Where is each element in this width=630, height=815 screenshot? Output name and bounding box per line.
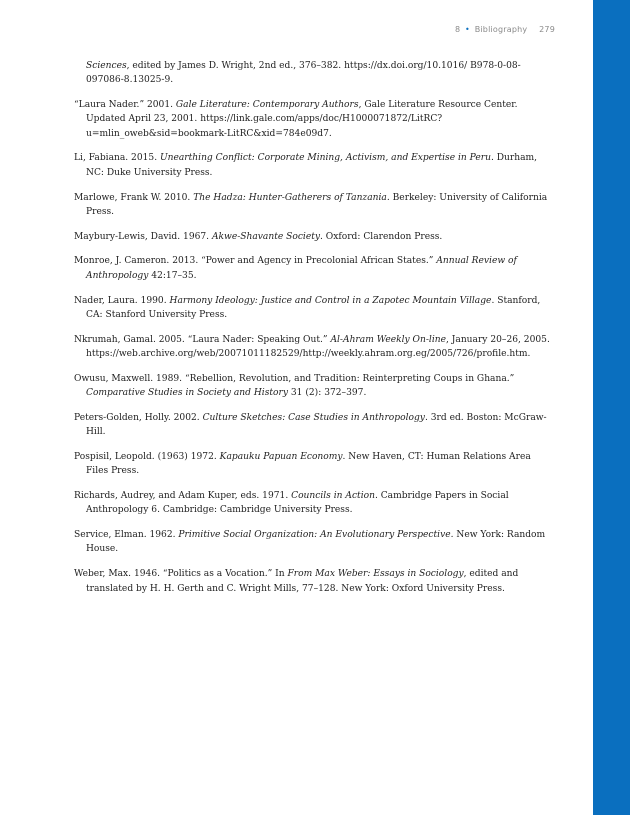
entry-title: Primitive Social Organization: An Evolutionary Perspective (178, 530, 451, 541)
bibliography-entry (74, 294, 554, 323)
entry-title: Councils in Action (291, 491, 375, 502)
entry-text: , January 20–26, 2005. https://web.archive.org/web/20071011182529/http://weekly.ahram.org.eg/2005/726/profile.htm. (86, 334, 550, 359)
entry-text: . 3rd ed. Boston: McGraw-Hill. (86, 412, 547, 438)
entry-text: 31 (2): 372–397. (288, 388, 367, 399)
entry-text: . Berkeley: University of California Press. (86, 192, 548, 217)
section-title: Bibliography (474, 25, 528, 34)
entry-text: Service, Elman. 1962. (74, 530, 179, 541)
bibliography-entry (74, 528, 554, 557)
bibliography-entry (74, 98, 554, 141)
entry-text: Li, Fabiana. 2015. (74, 153, 160, 164)
entry-title: Unearthing Conflict: Corporate Mining, Activism, and Expertise in Peru (159, 153, 491, 164)
side-color-band (593, 0, 630, 815)
entry-title: Al-Ahram Weekly On-line (330, 334, 446, 345)
bibliography-entry (74, 372, 554, 401)
entry-text: . Durham, NC: Duke University Press. (86, 153, 538, 178)
entry-text: 42:17–35. (148, 270, 197, 281)
entry-text: , edited by James D. Wright, 2nd ed., 376–382. https://dx.doi.org/10.1016/ B978-0-08-097086-8.13025-9. (86, 61, 521, 86)
entry-text: . Cambridge Papers in Social Anthropology 6. Cambridge: Cambridge University Press. (86, 491, 509, 516)
entry-title: From Max Weber: Essays in Sociology (287, 569, 464, 580)
entry-text: “Laura Nader.” 2001. (74, 100, 176, 111)
entry-title: Gale Literature: Contemporary Authors (175, 100, 359, 111)
bibliography-entry (74, 254, 554, 283)
entry-text: Richards, Audrey, and Adam Kuper, eds. 1971. (74, 491, 292, 502)
running-header (455, 25, 555, 34)
bibliography-list (74, 59, 554, 606)
entry-text: Marlowe, Frank W. 2010. (74, 192, 194, 203)
entry-title: Harmony Ideology: Justice and Control in a Zapotec Mountain Village (169, 295, 492, 306)
entry-text: Nader, Laura. 1990. (74, 295, 170, 306)
entry-title: Culture Sketches: Case Studies in Anthropology (202, 412, 425, 423)
entry-text: Peters-Golden, Holly. 2002. (74, 412, 203, 423)
entry-text: . New York: Random House. (86, 530, 546, 555)
entry-title: Comparative Studies in Society and History (86, 388, 288, 399)
bibliography-entry (74, 489, 554, 518)
bibliography-entry (74, 59, 554, 88)
entry-title: Akwe-Shavante Society (211, 231, 320, 242)
entry-text: , Gale Literature Resource Center. Updated April 23, 2001. https://link.gale.com/apps/doc/H1000071872/LitRC?u=mlin_oweb&sid=bookmark-LitRC&xid=784e09d7. (86, 100, 518, 139)
entry-text: Owusu, Maxwell. 1989. “Rebellion, Revolution, and Tradition: Reinterpreting Coups in Ghana.” (74, 373, 515, 384)
separator-bullet: • (465, 25, 470, 34)
bibliography-entry (74, 191, 554, 220)
entry-title: Kapauku Papuan Economy (219, 451, 343, 462)
entry-text: . Stanford, CA: Stanford University Press. (86, 295, 541, 320)
entry-title: The Hadza: Hunter-Gatherers of Tanzania (193, 192, 387, 203)
entry-text: . Oxford: Clarendon Press. (320, 231, 443, 242)
entry-text: Monroe, J. Cameron. 2013. “Power and Agency in Precolonial African States.” (74, 256, 437, 267)
bibliography-entry (74, 450, 554, 479)
chapter-number: 8 (454, 25, 461, 34)
bibliography-entry (74, 567, 554, 596)
page-number: 279 (539, 25, 555, 34)
entry-text: Maybury-Lewis, David. 1967. (74, 231, 212, 242)
entry-title: Annual Review of Anthropology (86, 256, 517, 281)
bibliography-entry (74, 230, 554, 244)
entry-text: , edited and translated by H. H. Gerth and C. Wright Mills, 77–128. New York: Oxford University Press. (86, 569, 519, 594)
entry-text: Nkrumah, Gamal. 2005. “Laura Nader: Speaking Out.” (74, 334, 331, 345)
entry-text: Weber, Max. 1946. “Politics as a Vocation.” In (74, 569, 288, 580)
bibliography-entry (74, 151, 554, 180)
entry-text: . New Haven, CT: Human Relations Area Files Press. (86, 451, 531, 477)
bibliography-entry (74, 333, 554, 362)
entry-title: Sciences (86, 61, 127, 71)
bibliography-entry (74, 411, 554, 440)
entry-text: Pospisil, Leopold. (1963) 1972. (74, 451, 220, 462)
